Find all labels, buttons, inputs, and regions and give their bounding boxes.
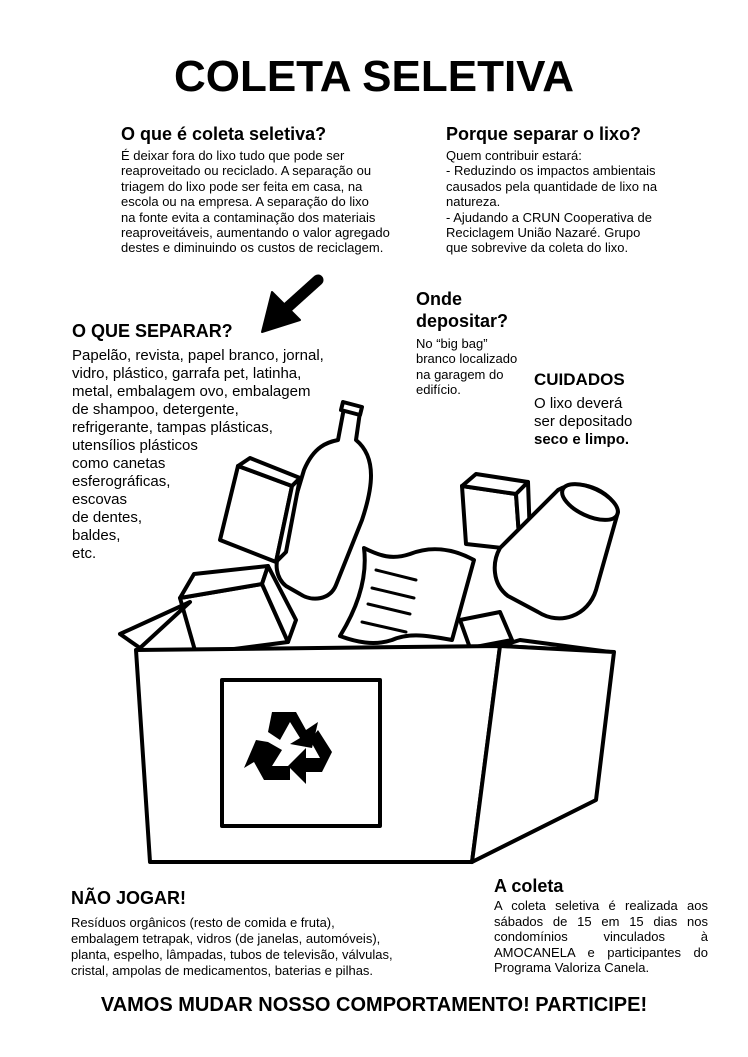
where-line: na garagem do (416, 366, 504, 382)
page-title: COLETA SELETIVA (173, 52, 575, 101)
care-emphasis: seco e limpo. (534, 431, 630, 448)
why-heading: Porque separar o lixo? (446, 124, 642, 144)
collection-line: A coleta seletiva é realizada aos (494, 898, 708, 913)
where-heading-line: Onde (416, 289, 463, 309)
where-line: No “big bag” (416, 336, 488, 351)
why-line: - Ajudando a CRUN Cooperativa de (446, 209, 652, 225)
dont-throw-heading: NÃO JOGAR! (71, 888, 187, 908)
why-section (446, 124, 736, 256)
separate-line: escovas (72, 491, 128, 508)
dont-throw-line: Resíduos orgânicos (resto de comida e fruta), (71, 915, 335, 930)
collection-line: sábados de 15 em 15 dias nos (494, 913, 708, 929)
why-line: natureza. (446, 194, 501, 210)
what-is-section (121, 124, 421, 256)
separate-line: de dentes, (72, 509, 143, 526)
what-is-line: escola ou na empresa. A separação do lixo (121, 194, 369, 210)
separate-line: etc. (72, 545, 97, 562)
separate-line: de shampoo, detergente, (72, 401, 239, 418)
collection-section (494, 876, 708, 976)
dont-throw-line: planta, espelho, lâmpadas, tubos de televisão, válvulas, (71, 947, 393, 962)
separate-line: utensílios plásticos (72, 437, 198, 454)
care-text (534, 395, 714, 449)
why-line: Reciclagem União Nazaré. Grupo (446, 225, 641, 241)
dont-throw-line: cristal, ampolas de medicamentos, baterias e pilhas. (71, 963, 374, 978)
where-heading (416, 288, 556, 332)
separate-line: Papelão, revista, papel branco, jornal, (72, 347, 324, 364)
collection-line: Programa Valoriza Canela. (494, 960, 650, 976)
care-line: ser depositado (534, 413, 633, 430)
dont-throw-section (71, 888, 431, 979)
what-is-line: reaproveitado ou reciclado. A separação ou (121, 163, 372, 179)
care-line: O lixo deverá (534, 395, 623, 412)
why-line: Quem contribuir estará: (446, 148, 582, 163)
separate-line: refrigerante, tampas plásticas, (72, 419, 273, 436)
collection-line: AMOCANELA e participantes do (494, 944, 708, 960)
why-line: que sobrevive da coleta do lixo. (446, 240, 629, 256)
separate-line: como canetas (72, 455, 166, 472)
what-separate-heading: O QUE SEPARAR? (72, 321, 233, 341)
collection-line: condomínios vinculados à (494, 929, 708, 945)
where-line: branco localizado (416, 351, 518, 367)
care-section (534, 370, 714, 449)
what-is-text (121, 148, 421, 256)
where-heading-line: depositar? (416, 311, 509, 331)
why-text (446, 148, 736, 256)
what-separate-text (72, 347, 372, 563)
footer-call-to-action: VAMOS MUDAR NOSSO COMPORTAMENTO! PARTICIPE! (100, 994, 648, 1016)
why-line: - Reduzindo os impactos ambientais (446, 163, 656, 179)
separate-line: esferográficas, (72, 473, 171, 490)
cylinder-icon (460, 612, 512, 648)
what-is-line: É deixar fora do lixo tudo que pode ser (121, 148, 345, 163)
what-is-line: destes e diminuindo os custos de reciclagem. (121, 240, 384, 256)
what-is-heading: O que é coleta seletiva? (121, 124, 327, 144)
separate-line: baldes, (72, 527, 121, 544)
what-is-line: na fonte evita a contaminação dos materiais (121, 209, 376, 225)
where-line: edifício. (416, 382, 461, 398)
why-line: causados pela quantidade de lixo na (446, 178, 658, 194)
care-heading: CUIDADOS (534, 370, 625, 389)
what-separate-section (72, 321, 372, 563)
separate-line: vidro, plástico, garrafa pet, latinha, (72, 365, 302, 382)
what-is-line: reaproveitáveis, aumentando o valor agregado (121, 225, 390, 241)
dont-throw-line: embalagem tetrapak, vidros (de janelas, automóveis), (71, 931, 381, 946)
collection-heading: A coleta (494, 876, 564, 896)
dont-throw-text (71, 915, 431, 979)
collection-text (494, 898, 708, 976)
what-is-line: triagem do lixo pode ser feita em casa, na (121, 178, 363, 194)
separate-line: metal, embalagem ovo, embalagem (72, 383, 311, 400)
